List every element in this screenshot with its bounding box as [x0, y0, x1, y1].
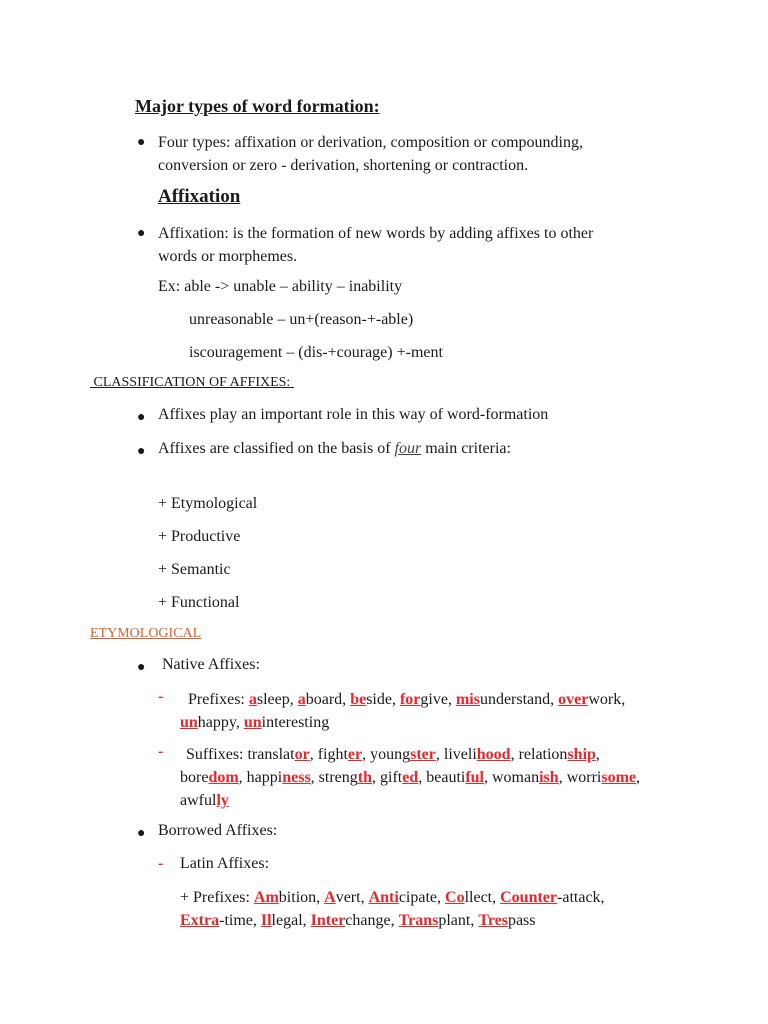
native-suffix-line [180, 789, 640, 812]
affix-highlight: a [248, 691, 257, 708]
bullet-icon: ● [137, 444, 146, 459]
affix-highlight: Am [253, 889, 279, 906]
bullet-icon: ● [137, 826, 146, 841]
text-fragment: + Prefixes: [180, 889, 254, 906]
text-fragment: work, [588, 691, 626, 708]
affix-highlight: Trans [398, 912, 439, 929]
affix-highlight: Extra [180, 912, 220, 929]
text-fragment: , happi [238, 769, 283, 786]
affix-highlight: A [324, 889, 336, 906]
text-fragment: , worri [558, 769, 602, 786]
intro-line: Four types: affixation or derivation, composition or compounding, [158, 134, 583, 151]
affix-highlight: Tres [478, 912, 508, 929]
affix-highlight: mis [455, 691, 480, 708]
affix-highlight: Anti [368, 889, 399, 906]
native-prefix-line [180, 688, 625, 711]
text-fragment: , relation [510, 746, 568, 763]
latin-prefix-line [180, 886, 605, 909]
text-fragment: , liveli [435, 746, 477, 763]
text-fragment: Prefixes: [188, 691, 249, 708]
text-fragment: , young [362, 746, 411, 763]
text-fragment: side, [366, 691, 400, 708]
criteria-item: + Etymological [158, 495, 258, 512]
page-title: Major types of word formation: [135, 96, 380, 116]
text-fragment: main criteria: [421, 440, 511, 457]
native-suffix-line [180, 743, 640, 766]
affix-highlight: some [601, 769, 636, 786]
native-prefix-line [180, 711, 625, 734]
text-fragment: llect, [464, 889, 501, 906]
affix-highlight: be [350, 691, 367, 708]
text-fragment: -time, [219, 912, 261, 929]
native-prefixes [180, 688, 625, 734]
bullet-icon: ● [137, 226, 146, 241]
text-fragment: , fight [309, 746, 348, 763]
text-fragment: interesting [261, 714, 330, 731]
classification-criteria-line [158, 440, 511, 458]
text-fragment: change, [345, 912, 399, 929]
text-fragment: vert, [335, 889, 369, 906]
example-line: iscouragement – (dis-+courage) +-ment [189, 344, 443, 361]
affix-highlight: er [347, 746, 363, 763]
text-fragment: -attack, [557, 889, 605, 906]
affix-highlight: un [243, 714, 262, 731]
example-line: unreasonable – un+(reason-+-able) [189, 311, 414, 328]
bullet-icon: ● [137, 660, 146, 675]
text-fragment: Suffixes: translat [186, 746, 295, 763]
affix-highlight: ly [216, 792, 229, 809]
text-fragment: pass [507, 912, 536, 929]
text-fragment: plant, [438, 912, 479, 929]
text-fragment: , [636, 769, 640, 786]
text-fragment: , streng [310, 769, 358, 786]
text-fragment: bition, [278, 889, 325, 906]
intro-text [158, 131, 583, 177]
text-fragment: give, [420, 691, 456, 708]
affix-highlight: ish [539, 769, 559, 786]
criteria-item: + Functional [158, 594, 240, 611]
affix-highlight: th [357, 769, 373, 786]
affix-highlight: ness [282, 769, 311, 786]
affix-highlight: hood [476, 746, 511, 763]
native-suffixes [180, 743, 640, 812]
affix-highlight: or [294, 746, 310, 763]
affix-highlight: Co [445, 889, 465, 906]
native-affixes-label: Native Affixes: [162, 656, 260, 673]
classification-heading-text: CLASSIFICATION OF AFFIXES: [93, 375, 291, 390]
dash-marker: - [158, 855, 164, 872]
criteria-item: + Productive [158, 528, 241, 545]
native-suffix-line [180, 766, 640, 789]
criteria-item: + Semantic [158, 561, 231, 578]
latin-prefix-line [180, 909, 605, 932]
affix-highlight: Counter [500, 889, 558, 906]
definition-line: Affixation: is the formation of new words by adding affixes to other [158, 225, 594, 242]
text-fragment: , [595, 746, 600, 763]
affix-highlight: Il [260, 912, 272, 929]
latin-prefixes [180, 886, 605, 932]
affix-highlight: for [399, 691, 421, 708]
affixation-definition [158, 222, 593, 268]
text-fragment: , woman [484, 769, 540, 786]
classification-heading [90, 375, 294, 391]
text-fragment: Affixes are classified on the basis of [158, 440, 395, 457]
bullet-icon: ● [137, 410, 146, 425]
text-fragment: cipate, [398, 889, 446, 906]
dash-marker: - [158, 743, 164, 760]
affix-highlight: dom [208, 769, 239, 786]
bullet-icon: ● [137, 135, 146, 150]
affix-highlight: Inter [310, 912, 346, 929]
text-fragment: legal, [271, 912, 311, 929]
example-line: Ex: able -> unable – ability – inability [158, 278, 403, 295]
affix-highlight: ful [465, 769, 484, 786]
latin-affixes-label: Latin Affixes: [180, 855, 270, 872]
dash-marker: - [158, 688, 164, 705]
intro-line: conversion or zero - derivation, shortening or contraction. [158, 157, 529, 174]
borrowed-affixes-label: Borrowed Affixes: [158, 822, 278, 839]
affix-highlight: un [180, 714, 198, 731]
affix-highlight: ship [567, 746, 596, 763]
affix-highlight: ster [410, 746, 436, 763]
text-fragment: understand, [479, 691, 559, 708]
etymological-heading: ETYMOLOGICAL [90, 626, 202, 641]
text-fragment: awful [180, 792, 217, 809]
text-fragment: bore [180, 769, 209, 786]
affixation-heading: Affixation [158, 186, 241, 207]
text-fragment: , beauti [418, 769, 466, 786]
text-fragment: board, [305, 691, 351, 708]
definition-line: words or morphemes. [158, 248, 298, 265]
text-fragment: sleep, [256, 691, 298, 708]
affix-highlight: a [297, 691, 306, 708]
text-fragment: , gift [372, 769, 403, 786]
affix-highlight: over [558, 691, 589, 708]
text-fragment: happy, [197, 714, 244, 731]
classification-point: Affixes play an important role in this way of word-formation [158, 406, 549, 423]
emphasis-text: four [394, 440, 422, 457]
affix-highlight: ed [402, 769, 419, 786]
